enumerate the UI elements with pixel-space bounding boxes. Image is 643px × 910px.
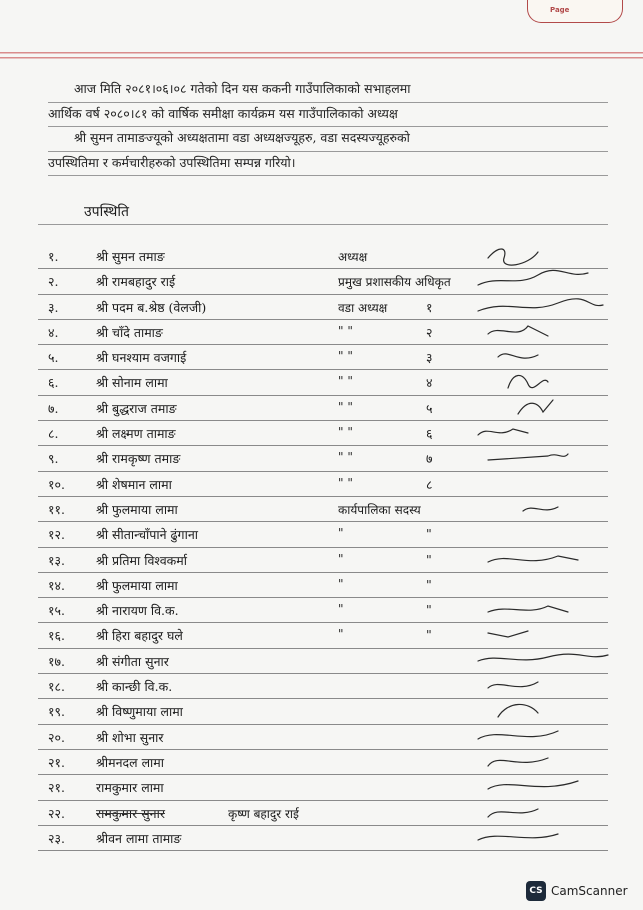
attendee-row bbox=[38, 295, 608, 320]
attendee-number: १३. bbox=[48, 552, 65, 568]
attendee-name: श्री हिरा बहादुर घले bbox=[96, 628, 183, 644]
attendee-row bbox=[38, 446, 608, 471]
attendee-signature bbox=[468, 623, 608, 647]
attendee-post: " bbox=[338, 551, 344, 566]
attendee-number: १९. bbox=[48, 704, 65, 720]
attendee-signature bbox=[468, 497, 608, 521]
attendee-row bbox=[38, 775, 608, 800]
attendee-signature bbox=[468, 370, 608, 394]
attendee-signature bbox=[468, 699, 608, 723]
attendee-name: रामकुमार लामा bbox=[96, 780, 164, 796]
attendee-name: श्री शोभा सुनार bbox=[96, 729, 164, 745]
attendee-number: १७. bbox=[48, 653, 65, 669]
attendee-number: १. bbox=[48, 249, 59, 264]
attendee-signature bbox=[468, 320, 608, 344]
attendee-name: श्री शेषमान लामा bbox=[96, 476, 172, 492]
attendee-number: २२. bbox=[48, 805, 65, 821]
attendee-ward: १ bbox=[426, 299, 433, 315]
attendee-post: " bbox=[338, 526, 344, 541]
attendee-post: प्रमुख प्रशासकीय अधिकृत bbox=[338, 275, 451, 290]
paragraph-line: श्री सुमन तामाङज्यूको अध्यक्षतामा वडा अध्यक्षज्यूहरु, वडा सदस्यज्यूहरुको bbox=[48, 127, 608, 152]
attendee-ward: " bbox=[426, 627, 432, 643]
attendee-name: श्री लक्ष्मण तामाङ bbox=[96, 426, 176, 442]
attendee-name: श्री फुलमाया लामा bbox=[96, 501, 178, 517]
attendee-signature bbox=[468, 649, 608, 673]
attendee-name: श्रीवन लामा तामाङ bbox=[96, 830, 182, 846]
attendee-post: " " bbox=[338, 399, 353, 414]
attendee-signature bbox=[468, 522, 608, 546]
attendee-ward: ७ bbox=[426, 451, 433, 467]
attendee-number: २. bbox=[48, 274, 59, 290]
attendee-signature bbox=[468, 750, 608, 774]
attendee-row bbox=[38, 472, 608, 497]
attendee-ward: " bbox=[426, 602, 432, 618]
attendee-row bbox=[38, 548, 608, 573]
attendee-row bbox=[38, 345, 608, 370]
attendee-post: " bbox=[338, 602, 344, 617]
attendee-number: २०. bbox=[48, 729, 65, 745]
attendee-number: २१. bbox=[48, 780, 65, 796]
attendee-ward: ३ bbox=[426, 350, 433, 366]
minutes-paragraph bbox=[48, 78, 608, 176]
attendee-row bbox=[38, 269, 608, 294]
attendee-row bbox=[38, 801, 608, 826]
attendee-row bbox=[38, 725, 608, 750]
attendee-name: श्री फुलमाया लामा bbox=[96, 577, 178, 593]
attendee-post: " " bbox=[338, 425, 353, 440]
attendee-row bbox=[38, 674, 608, 699]
attendee-ward: ६ bbox=[426, 426, 433, 442]
attendee-name: श्री सोनाम लामा bbox=[96, 375, 168, 391]
attendee-post: " " bbox=[338, 475, 353, 490]
attendee-row bbox=[38, 370, 608, 395]
attendee-name: श्री रामकृष्ण तमाङ bbox=[96, 451, 181, 467]
attendee-row bbox=[38, 497, 608, 522]
attendee-name: श्री पदम ब.श्रेष्ठ (वेलजी) bbox=[96, 299, 207, 315]
attendee-number: ५. bbox=[48, 350, 59, 366]
paragraph-line: आज मिति २०८१।०६।०८ गतेको दिन यस ककनी गाउँपालिकाको सभाहलमा bbox=[48, 78, 608, 103]
attendee-name: श्री घनश्याम वजगाई bbox=[96, 350, 187, 366]
heading-rule bbox=[38, 224, 608, 225]
attendee-signature bbox=[468, 446, 608, 470]
attendee-extra-note: कृष्ण बहादुर राई bbox=[228, 806, 299, 821]
attendee-number: ४. bbox=[48, 324, 59, 340]
attendee-signature bbox=[468, 269, 608, 293]
attendee-post: कार्यपालिका सदस्य bbox=[338, 502, 421, 517]
attendee-signature bbox=[468, 421, 608, 445]
attendee-signature bbox=[468, 775, 608, 799]
attendee-ward: " bbox=[426, 551, 432, 567]
attendee-signature bbox=[468, 244, 608, 268]
attendee-post: " bbox=[338, 576, 344, 591]
attendee-name: श्री नारायण वि.क. bbox=[96, 603, 179, 619]
attendee-post: अध्यक्ष bbox=[338, 250, 368, 264]
attendee-name: श्री सुमन तमाङ bbox=[96, 249, 165, 264]
attendee-ward: ५ bbox=[426, 400, 433, 416]
attendee-row bbox=[38, 598, 608, 623]
attendee-signature bbox=[468, 598, 608, 622]
attendee-name: श्री संगीता सुनार bbox=[96, 653, 169, 669]
attendee-name: श्रीमनदल लामा bbox=[96, 754, 165, 770]
attendee-number: १५. bbox=[48, 603, 65, 619]
attendee-number: ११. bbox=[48, 501, 65, 517]
paragraph-line: आर्थिक वर्ष २०८०।८१ को वार्षिक समीक्षा कार्यक्रम यस गाउँपालिकाको अध्यक्ष bbox=[48, 103, 608, 128]
attendee-signature bbox=[468, 396, 608, 420]
attendee-post: " " bbox=[338, 450, 353, 465]
attendee-signature bbox=[468, 345, 608, 369]
attendee-number: १८. bbox=[48, 679, 65, 695]
attendee-number: २३. bbox=[48, 830, 65, 846]
attendance-heading: उपस्थिति bbox=[84, 204, 129, 220]
attendee-number: १२. bbox=[48, 527, 65, 543]
attendee-name: श्री सीतान्चाँपाने ढुंगाना bbox=[96, 527, 198, 543]
attendee-signature bbox=[468, 674, 608, 698]
attendee-row bbox=[38, 699, 608, 724]
attendee-row bbox=[38, 522, 608, 547]
attendee-number: ७. bbox=[48, 400, 59, 416]
attendee-name: रामकुमार सुनार bbox=[96, 805, 165, 821]
camscanner-text: CamScanner bbox=[551, 884, 628, 898]
attendee-post: " bbox=[338, 627, 344, 642]
attendee-signature bbox=[468, 826, 608, 850]
attendee-row bbox=[38, 244, 608, 269]
attendee-row bbox=[38, 623, 608, 648]
attendee-signature bbox=[468, 801, 608, 825]
attendee-post: " " bbox=[338, 374, 353, 389]
attendee-row bbox=[38, 396, 608, 421]
attendee-number: २१. bbox=[48, 754, 65, 770]
attendee-row bbox=[38, 421, 608, 446]
attendee-ward: " bbox=[426, 576, 432, 592]
attendee-number: ९. bbox=[48, 451, 59, 467]
attendee-row bbox=[38, 649, 608, 674]
page-label: Page bbox=[550, 6, 570, 14]
attendee-row bbox=[38, 826, 608, 851]
attendee-ward: ८ bbox=[426, 476, 433, 492]
attendee-row bbox=[38, 320, 608, 345]
attendee-signature bbox=[468, 472, 608, 496]
attendee-post: " " bbox=[338, 323, 353, 338]
attendee-name: श्री विष्णुमाया लामा bbox=[96, 704, 183, 720]
attendee-number: १६. bbox=[48, 628, 65, 644]
attendee-row bbox=[38, 750, 608, 775]
attendee-signature bbox=[468, 295, 608, 319]
attendee-number: ८. bbox=[48, 426, 59, 442]
attendee-ward: " bbox=[426, 526, 432, 542]
camscanner-watermark bbox=[526, 880, 628, 902]
paragraph-line: उपस्थितिमा र कर्मचारीहरुको उपस्थितिमा सम्पन्न गरियो। bbox=[48, 152, 608, 177]
page-number-box bbox=[527, 0, 623, 23]
attendee-signature bbox=[468, 725, 608, 749]
attendee-name: श्री कान्छी वि.क. bbox=[96, 679, 173, 695]
attendee-number: ३. bbox=[48, 299, 59, 315]
attendee-signature bbox=[468, 548, 608, 572]
attendee-number: १०. bbox=[48, 476, 65, 492]
attendee-post: " " bbox=[338, 349, 353, 364]
camscanner-logo-icon: CS bbox=[526, 881, 546, 901]
attendance-list bbox=[38, 244, 608, 851]
attendee-name: श्री चाँदे तामाङ bbox=[96, 324, 163, 340]
attendee-name: श्री रामबहादुर राई bbox=[96, 274, 176, 290]
attendee-name: श्री प्रतिमा विश्वकर्मा bbox=[96, 552, 187, 568]
attendee-ward: २ bbox=[426, 324, 433, 340]
attendee-number: १४. bbox=[48, 577, 65, 593]
attendee-post: वडा अध्यक्ष bbox=[338, 300, 388, 315]
attendee-row bbox=[38, 573, 608, 598]
attendee-signature bbox=[468, 573, 608, 597]
attendee-name: श्री बुद्धराज तमाङ bbox=[96, 400, 177, 416]
attendee-ward: ४ bbox=[426, 375, 433, 391]
attendee-number: ६. bbox=[48, 375, 59, 391]
